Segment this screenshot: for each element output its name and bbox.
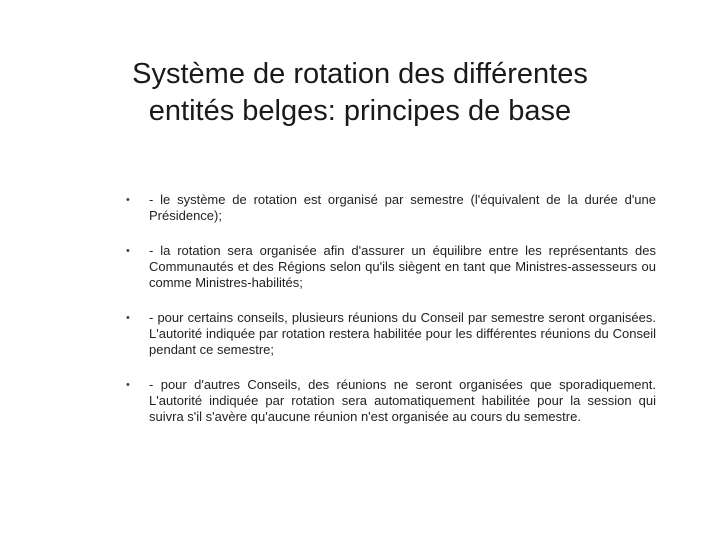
bullet-item xyxy=(126,310,656,358)
bullet-item xyxy=(126,192,656,224)
bullet-icon: • xyxy=(126,245,130,257)
bullet-text: - le système de rotation est organisé par semestre (l'équivalent de la durée d'une Présidence); xyxy=(149,192,656,223)
slide-title-line-2: entités belges: principes de base xyxy=(148,95,572,127)
bullet-icon: • xyxy=(126,379,130,391)
bullet-item xyxy=(126,243,656,291)
bullet-item xyxy=(126,377,656,425)
slide-title-line-1: Système de rotation des différentes xyxy=(132,58,588,90)
bullet-text: - pour certains conseils, plusieurs réunions du Conseil par semestre seront organisées. L'autorité indiquée par rotation restera habilitée pour les différentes réunions du Conseil pendant ce semestre; xyxy=(149,310,656,357)
bullet-list xyxy=(126,192,656,444)
bullet-icon: • xyxy=(126,312,130,324)
bullet-icon: • xyxy=(126,194,130,206)
bullet-text: - la rotation sera organisée afin d'assurer un équilibre entre les représentants des Communautés et des Régions selon qu'ils siègent en tant que Ministres-assesseurs ou comme Ministres-habilités; xyxy=(149,243,656,290)
slide-title xyxy=(60,56,660,130)
bullet-text: - pour d'autres Conseils, des réunions ne seront organisées que sporadiquement. L'autorité indiquée par rotation sera automatiquement habilitée pour la session qui suivra s'il s'avère qu'aucune réunion n'est organisée au cours du semestre. xyxy=(149,377,656,424)
